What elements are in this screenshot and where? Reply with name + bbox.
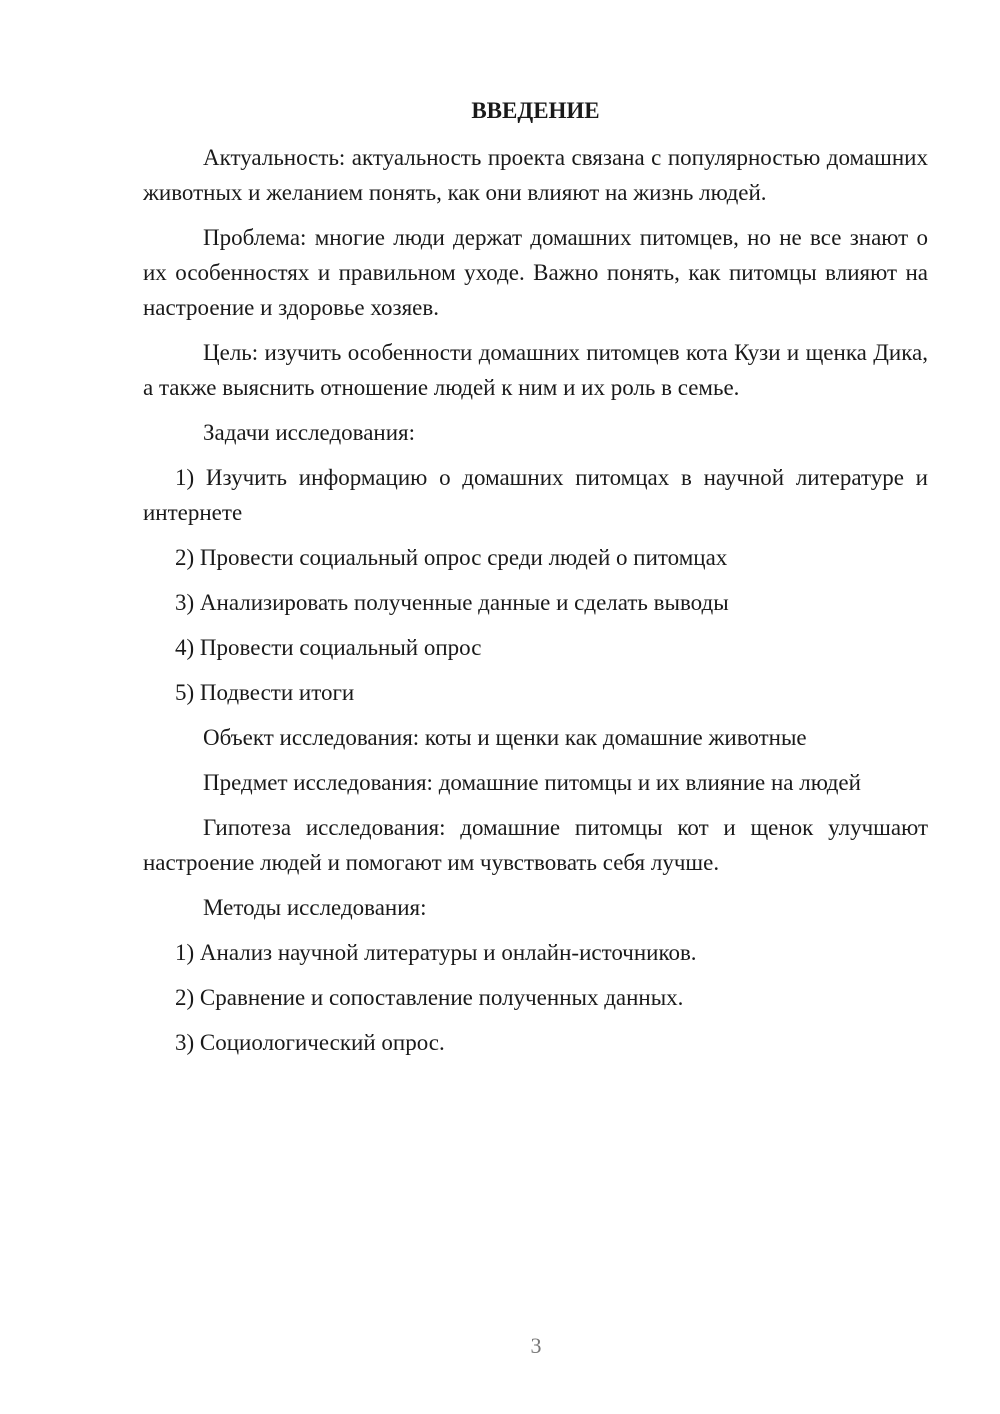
goal-paragraph: Цель: изучить особенности домашних питомцев кота Кузи и щенка Дика, а также выяснить отношение людей к ним и их роль в семье. [143,340,928,400]
page-content [143,93,928,1070]
research-hypothesis: Гипотеза исследования: домашние питомцы кот и щенок улучшают настроение людей и помогают им чувствовать себя лучше. [143,815,928,875]
task-item: 3) Анализировать полученные данные и сделать выводы [175,590,729,615]
tasks-heading: Задачи исследования: [203,420,416,445]
research-object: Объект исследования: коты и щенки как домашние животные [203,725,807,750]
section-heading: ВВЕДЕНИЕ [471,98,600,123]
task-item: 5) Подвести итоги [175,680,355,705]
task-item: 2) Провести социальный опрос среди людей о питомцах [175,545,728,570]
problem-paragraph: Проблема: многие люди держат домашних питомцев, но не все знают о их особенностях и правильном уходе. Важно понять, как питомцы влияют на настроение и здоровье хозяев. [143,225,928,320]
method-item: 1) Анализ научной литературы и онлайн-источников. [175,940,697,965]
relevance-paragraph: Актуальность: актуальность проекта связана с популярностью домашних животных и желанием понять, как они влияют на жизнь людей. [143,145,928,205]
task-item: 1) Изучить информацию о домашних питомцах в научной литературе и интернете [143,465,928,525]
methods-heading: Методы исследования: [203,895,427,920]
method-item: 3) Социологический опрос. [175,1030,445,1055]
method-item: 2) Сравнение и сопоставление полученных данных. [175,985,684,1010]
task-item: 4) Провести социальный опрос [175,635,482,660]
page-number: 3 [530,1333,542,1358]
research-subject: Предмет исследования: домашние питомцы и их влияние на людей [203,770,861,795]
